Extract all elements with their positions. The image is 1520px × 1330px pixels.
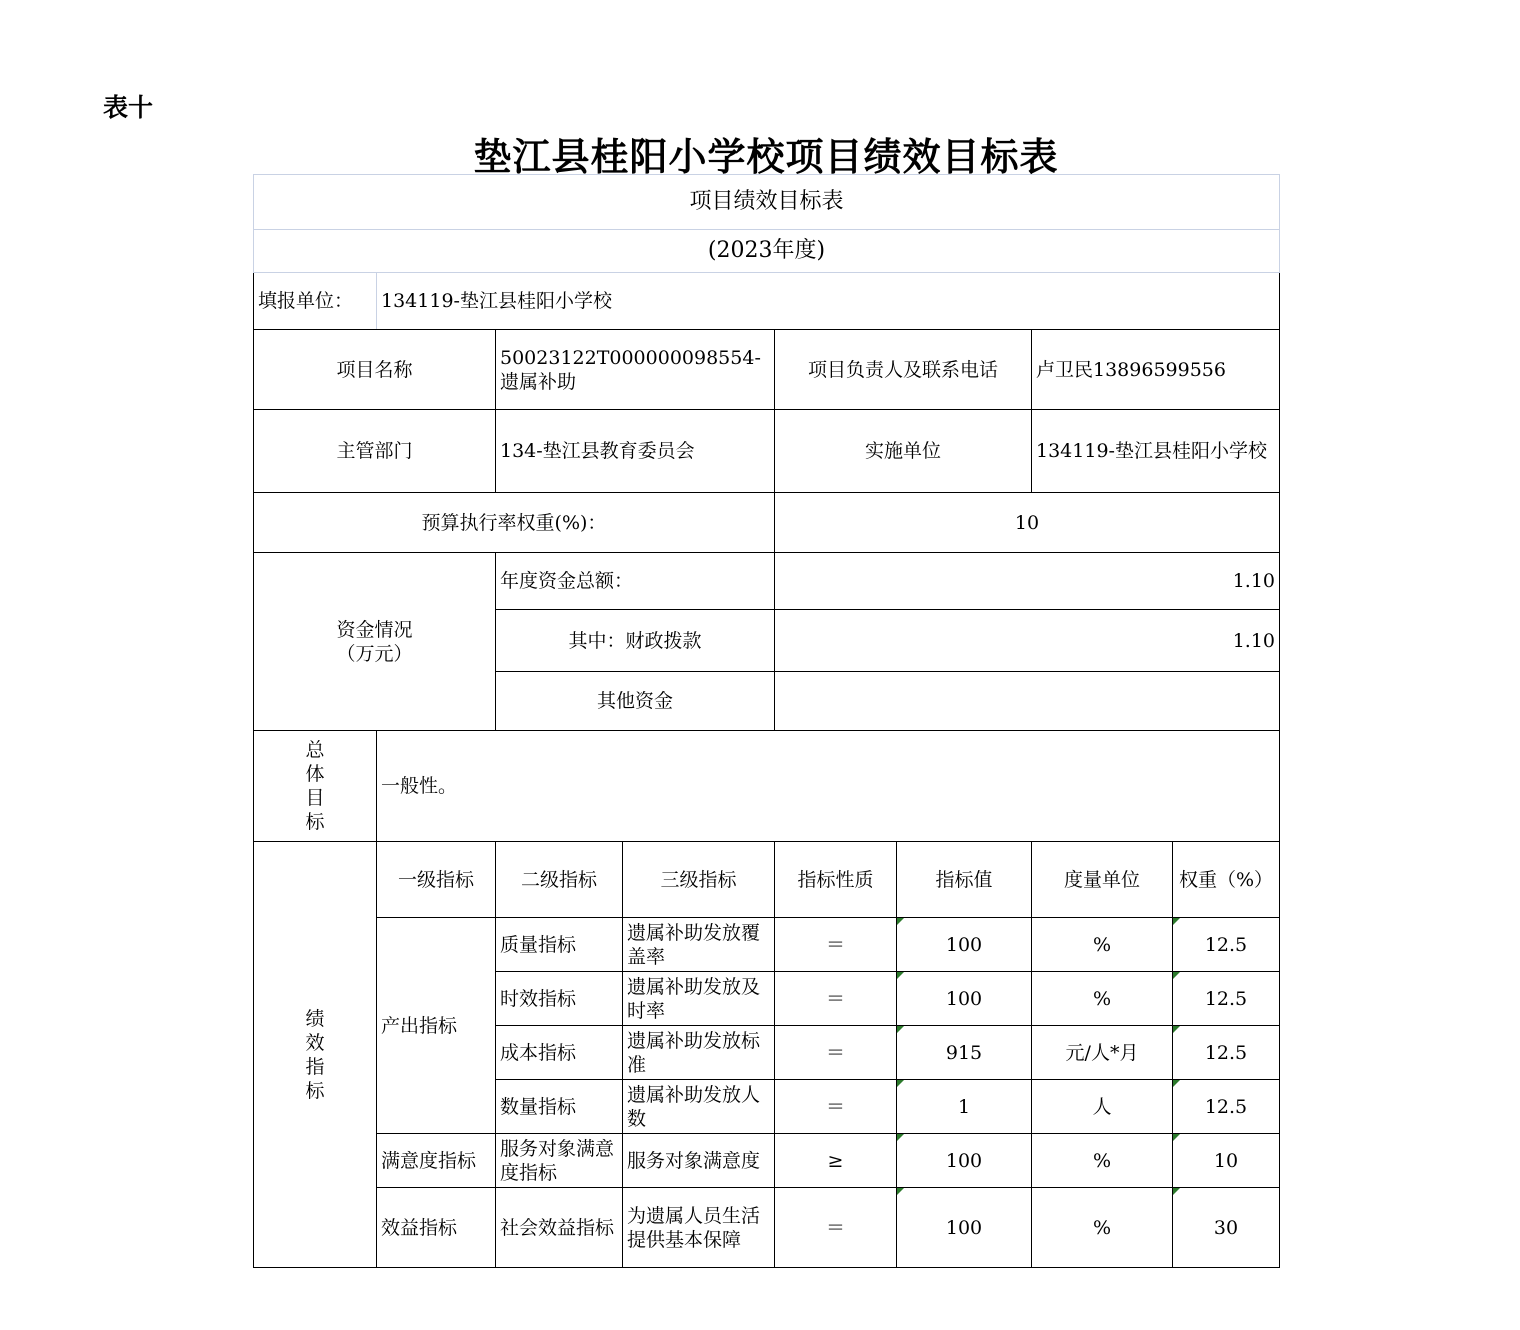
nature-cell: ＝: [775, 1026, 897, 1080]
table-row: [254, 1134, 1280, 1188]
perf-indicator-label: [254, 842, 377, 1268]
unit-cell: 元/人*月: [1032, 1026, 1173, 1080]
table-row: [254, 918, 1280, 972]
dept-value: 134-垫江县教育委员会: [496, 410, 775, 493]
nature-cell: ＝: [775, 1080, 897, 1134]
level3-cell: 服务对象满意度: [623, 1134, 775, 1188]
nature-cell: ＝: [775, 972, 897, 1026]
budget-weight-value: 10: [775, 493, 1280, 553]
funds-total-label: 年度资金总额：: [496, 553, 775, 610]
funds-label-line1: 资金情况: [336, 618, 413, 641]
perf-indicator-label-char: 效: [305, 1031, 325, 1054]
level2-cell: 质量指标: [496, 918, 623, 972]
overall-goal-label-char: 体: [305, 763, 325, 785]
funds-label: [254, 553, 496, 731]
project-leader-value: 卢卫民13896599556: [1032, 330, 1280, 410]
level1-cell: 效益指标: [377, 1188, 496, 1268]
performance-target-table: [253, 174, 1280, 1268]
value-cell: 100: [897, 1134, 1032, 1188]
output-indicator-label: 产出指标: [377, 918, 496, 1134]
page-title: 垫江县桂阳小学校项目绩效目标表: [473, 134, 1059, 179]
nature-cell: ＝: [775, 1188, 897, 1268]
unit-cell: 人: [1032, 1080, 1173, 1134]
perf-indicator-label-char: 指: [305, 1055, 325, 1078]
weight-cell: 12.5: [1173, 972, 1280, 1026]
value-cell: 915: [897, 1026, 1032, 1080]
level3-cell: 遗属补助发放覆盖率: [623, 918, 775, 972]
table-row: [254, 1188, 1280, 1268]
overall-goal-label-char: 标: [305, 811, 325, 833]
level2-cell: 社会效益指标: [496, 1188, 623, 1268]
value-cell: 100: [897, 1188, 1032, 1268]
header-level3: 三级指标: [623, 842, 775, 918]
perf-indicator-label-char: 标: [305, 1079, 325, 1102]
fill-unit-label: 填报单位：: [254, 273, 377, 330]
header-nature: 指标性质: [775, 842, 897, 918]
table-subtitle: 项目绩效目标表: [254, 175, 1280, 230]
overall-goal-label: [254, 731, 377, 842]
weight-cell: 12.5: [1173, 1080, 1280, 1134]
level3-cell: 遗属补助发放标准: [623, 1026, 775, 1080]
impl-value: 134119-垫江县桂阳小学校: [1032, 410, 1280, 493]
unit-cell: %: [1032, 918, 1173, 972]
header-level1: 一级指标: [377, 842, 496, 918]
header-unit: 度量单位: [1032, 842, 1173, 918]
level3-cell: 遗属补助发放人数: [623, 1080, 775, 1134]
table-number-label: 表十: [103, 93, 154, 122]
funds-other-label: 其他资金: [496, 672, 775, 731]
project-name-value: 50023122T000000098554-遗属补助: [496, 330, 775, 410]
header-weight: 权重（%）: [1173, 842, 1280, 918]
fill-unit-value: 134119-垫江县桂阳小学校: [377, 273, 1280, 330]
level1-cell: 满意度指标: [377, 1134, 496, 1188]
table-year: (2023年度): [254, 230, 1280, 273]
project-name-label: 项目名称: [254, 330, 496, 410]
unit-cell: %: [1032, 972, 1173, 1026]
nature-cell: ＝: [775, 918, 897, 972]
level2-cell: 时效指标: [496, 972, 623, 1026]
value-cell: 100: [897, 972, 1032, 1026]
project-leader-label: 项目负责人及联系电话: [775, 330, 1032, 410]
funds-other-value: [775, 672, 1280, 731]
weight-cell: 12.5: [1173, 918, 1280, 972]
header-value: 指标值: [897, 842, 1032, 918]
weight-cell: 12.5: [1173, 1026, 1280, 1080]
overall-goal-value: 一般性。: [377, 731, 1280, 842]
unit-cell: %: [1032, 1134, 1173, 1188]
funds-fiscal-value: 1.10: [775, 610, 1280, 672]
value-cell: 100: [897, 918, 1032, 972]
nature-cell: ≥: [775, 1134, 897, 1188]
level2-cell: 成本指标: [496, 1026, 623, 1080]
dept-label: 主管部门: [254, 410, 496, 493]
overall-goal-label-char: 总: [305, 739, 325, 761]
level3-cell: 为遗属人员生活提供基本保障: [623, 1188, 775, 1268]
funds-total-value: 1.10: [775, 553, 1280, 610]
funds-label-line2: （万元）: [336, 642, 413, 665]
header-level2: 二级指标: [496, 842, 623, 918]
perf-indicator-label-char: 绩: [305, 1007, 325, 1030]
impl-label: 实施单位: [775, 410, 1032, 493]
funds-fiscal-label: 其中：财政拨款: [496, 610, 775, 672]
level2-cell: 服务对象满意度指标: [496, 1134, 623, 1188]
unit-cell: %: [1032, 1188, 1173, 1268]
weight-cell: 10: [1173, 1134, 1280, 1188]
overall-goal-label-char: 目: [305, 787, 325, 809]
budget-weight-label: 预算执行率权重(%)：: [254, 493, 775, 553]
level3-cell: 遗属补助发放及时率: [623, 972, 775, 1026]
weight-cell: 30: [1173, 1188, 1280, 1268]
value-cell: 1: [897, 1080, 1032, 1134]
level2-cell: 数量指标: [496, 1080, 623, 1134]
